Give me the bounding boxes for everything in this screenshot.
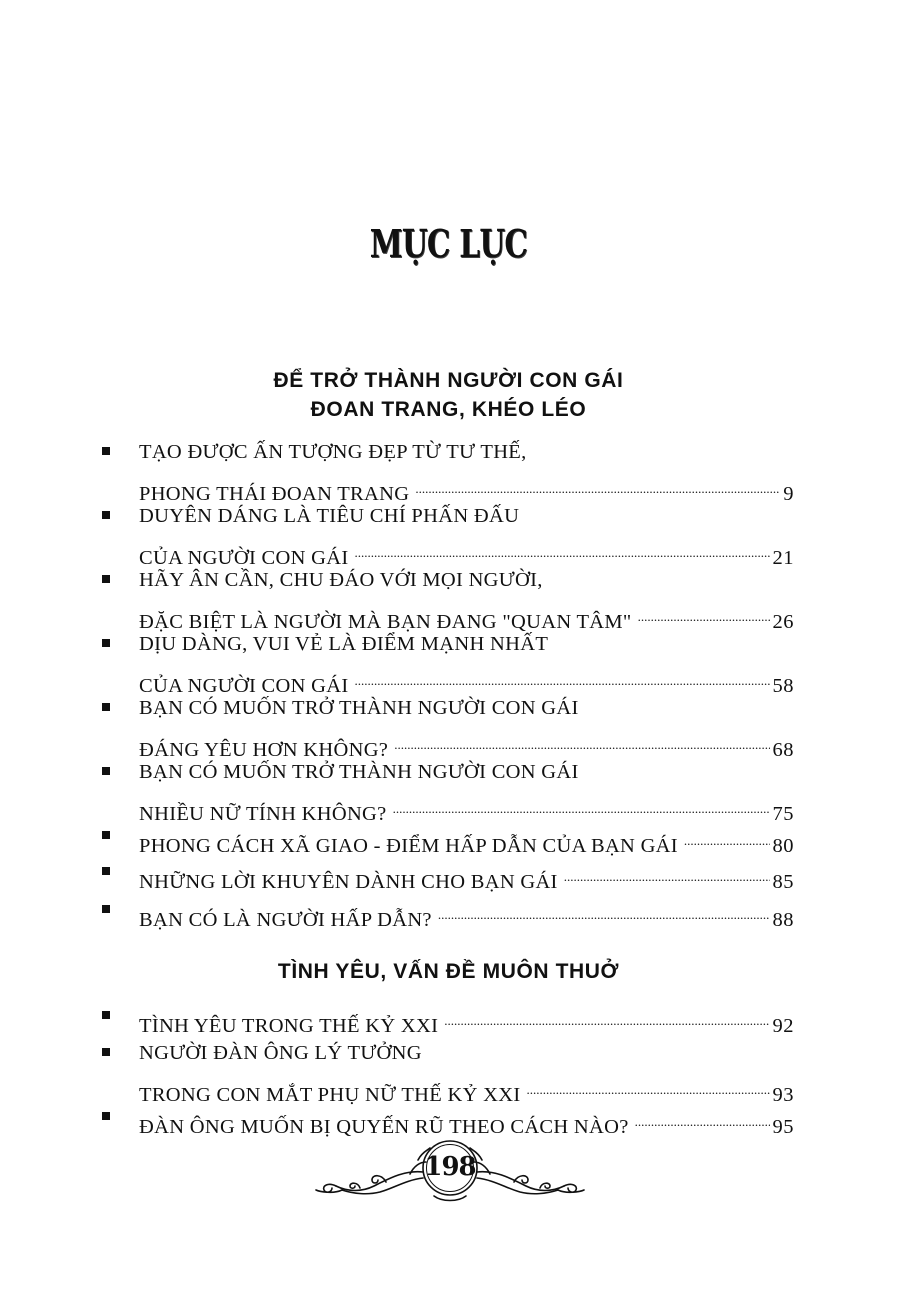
entry-line: TÌNH YÊU TRONG THẾ KỶ XXI xyxy=(139,1015,439,1037)
bullet-icon xyxy=(102,905,110,913)
entry-line: NHIỀU NỮ TÍNH KHÔNG? xyxy=(139,803,387,825)
folio-ornament xyxy=(310,1140,590,1210)
toc-entry[interactable] xyxy=(102,500,794,574)
entry-line: NGƯỜI ĐÀN ÔNG LÝ TƯỞNG xyxy=(139,1042,422,1064)
dot-leader xyxy=(684,820,770,852)
page-folio-number: 198 xyxy=(424,1152,476,1182)
dot-leader xyxy=(444,1000,769,1032)
entry-line: BẠN CÓ MUỐN TRỞ THÀNH NGƯỜI CON GÁI xyxy=(139,697,579,719)
entry-line: BẠN CÓ MUỐN TRỞ THÀNH NGƯỜI CON GÁI xyxy=(139,761,579,783)
page-number: 85 xyxy=(772,871,794,893)
bullet-icon xyxy=(102,1112,110,1120)
entry-line: PHONG THÁI ĐOAN TRANG xyxy=(139,483,410,505)
entry-line: DỊU DÀNG, VUI VẺ LÀ ĐIỂM MẠNH NHẤT xyxy=(139,633,549,655)
entry-line: DUYÊN DÁNG LÀ TIÊU CHÍ PHẤN ĐẤU xyxy=(139,505,520,527)
bullet-icon xyxy=(102,831,110,839)
page-title: MỤC LỤC xyxy=(369,221,528,266)
page-number: 95 xyxy=(772,1116,794,1138)
toc-entry[interactable] xyxy=(102,894,794,936)
bullet-icon xyxy=(102,447,110,455)
bullet-icon xyxy=(102,767,110,775)
page-number: 9 xyxy=(783,483,794,505)
toc-entry[interactable] xyxy=(102,564,794,638)
dot-leader xyxy=(438,894,770,926)
section-heading-2 xyxy=(0,957,897,986)
toc-entry[interactable] xyxy=(102,692,794,766)
entry-line: TẠO ĐƯỢC ẤN TƯỢNG ĐẸP TỪ TƯ THẾ, xyxy=(139,441,527,463)
page-number: 21 xyxy=(772,547,794,569)
dot-leader xyxy=(635,1101,770,1133)
entry-line: NHỮNG LỜI KHUYÊN DÀNH CHO BẠN GÁI xyxy=(139,871,558,893)
toc-entry[interactable] xyxy=(102,756,794,830)
dot-leader xyxy=(355,532,770,564)
dot-leader xyxy=(355,660,770,692)
page-number: 26 xyxy=(772,611,794,633)
entry-line: BẠN CÓ LÀ NGƯỜI HẤP DẪN? xyxy=(139,909,432,931)
toc-entry[interactable] xyxy=(102,628,794,702)
toc-entry[interactable] xyxy=(102,1101,794,1143)
bullet-icon xyxy=(102,639,110,647)
page-number: 80 xyxy=(772,835,794,857)
page-number: 92 xyxy=(772,1015,794,1037)
entry-line: HÃY ÂN CẦN, CHU ĐÁO VỚI MỌI NGƯỜI, xyxy=(139,569,543,591)
section-heading-line: ĐOAN TRANG, KHÉO LÉO xyxy=(310,398,587,421)
entry-line: TRONG CON MẮT PHỤ NỮ THẾ KỶ XXI xyxy=(139,1084,521,1106)
bullet-icon xyxy=(102,867,110,875)
entry-line: PHONG CÁCH XÃ GIAO - ĐIỂM HẤP DẪN CỦA BẠN GÁI xyxy=(139,835,678,857)
dot-leader xyxy=(527,1069,770,1101)
dot-leader xyxy=(638,596,770,628)
page-number: 88 xyxy=(772,909,794,931)
section-heading-1 xyxy=(0,366,897,424)
entry-line: ĐẶC BIỆT LÀ NGƯỜI MÀ BẠN ĐANG "QUAN TÂM" xyxy=(139,611,632,633)
page-number: 68 xyxy=(772,739,794,761)
bullet-icon xyxy=(102,1011,110,1019)
page-number: 93 xyxy=(772,1084,794,1106)
dot-leader xyxy=(393,788,770,820)
page-number: 58 xyxy=(772,675,794,697)
bullet-icon xyxy=(102,511,110,519)
dot-leader xyxy=(394,724,769,756)
bullet-icon xyxy=(102,575,110,583)
page-number: 75 xyxy=(772,803,794,825)
toc-entry[interactable] xyxy=(102,1000,794,1042)
entry-line: CỦA NGƯỜI CON GÁI xyxy=(139,547,349,569)
entry-line: CỦA NGƯỜI CON GÁI xyxy=(139,675,349,697)
section-heading-line: ĐỂ TRỞ THÀNH NGƯỜI CON GÁI xyxy=(273,369,624,392)
toc-entry[interactable] xyxy=(102,1037,794,1111)
bullet-icon xyxy=(102,1048,110,1056)
toc-entry[interactable] xyxy=(102,856,794,898)
entry-line: ĐÁNG YÊU HƠN KHÔNG? xyxy=(139,739,389,761)
bullet-icon xyxy=(102,703,110,711)
dot-leader xyxy=(415,468,780,500)
dot-leader xyxy=(564,856,770,888)
entry-line: ĐÀN ÔNG MUỐN BỊ QUYẾN RŨ THEO CÁCH NÀO? xyxy=(139,1116,629,1138)
section-heading-line: TÌNH YÊU, VẤN ĐỀ MUÔN THUỞ xyxy=(277,960,620,983)
toc-entry[interactable] xyxy=(102,436,794,510)
